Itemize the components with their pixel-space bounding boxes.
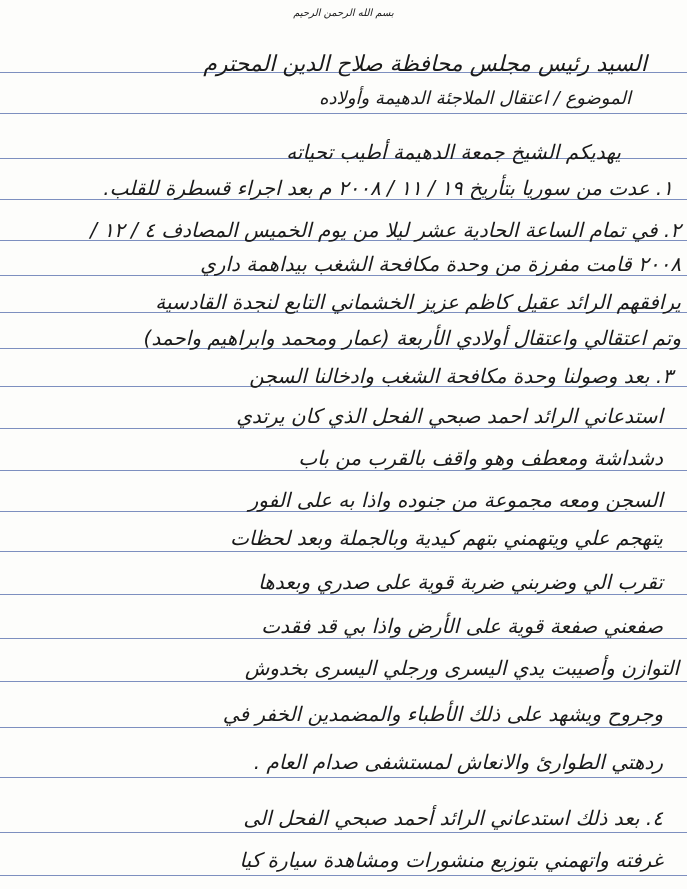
body-line: يرافقهم الرائد عقيل كاظم عزيز الخشماني التابع لنجدة القادسية [155,290,681,314]
ruled-line [0,638,687,639]
greeting-line: يهديكم الشيخ جمعة الدهيمة أطيب تحياته [286,140,621,164]
ruled-line [0,681,687,682]
addressee-line: السيد رئيس مجلس محافظة صلاح الدين المحترم [203,52,647,77]
body-line: ٢٠٠٨ قامت مفرزة من وحدة مكافحة الشغب بيداهمة داري [200,252,681,276]
body-line: وجروح ويشهد على ذلك الأطباء والمضمدين الخفر في [222,702,663,726]
ruled-line [0,832,687,833]
ruled-line [0,428,687,429]
body-line: السجن ومعه مجموعة من جنوده واذا به على الفور [248,488,663,512]
body-line: صفعني صفعة قوية على الأرض واذا بي قد فقدت [261,614,663,638]
body-line: ٣. بعد وصولنا وحدة مكافحة الشغب وادخالنا السجن [249,364,673,388]
ruled-line [0,594,687,595]
basmala: بسم الله الرحمن الرحيم [293,8,394,19]
body-line: ١. عدت من سوريا بتأريخ ١٩ / ١١ / ٢٠٠٨ م بعد اجراء قسطرة للقلب. [103,176,673,200]
body-line: وتم اعتقالي واعتقال أولادي الأربعة (عمار ومحمد وابراهيم واحمد) [143,326,681,350]
body-line: ٢. في تمام الساعة الحادية عشر ليلا من يوم الخميس المصادف ٤ / ١٢ / [90,218,681,242]
ruled-line [0,777,687,778]
ruled-line [0,727,687,728]
ruled-line [0,470,687,471]
ruled-line [0,113,687,114]
body-line: ٤. بعد ذلك استدعاني الرائد أحمد صبحي الفحل الى [243,806,663,830]
body-line: استدعاني الرائد احمد صبحي الفحل الذي كان يرتدي [236,404,663,428]
body-line: غرفته واتهمني بتوزيع منشورات ومشاهدة سيارة كيا [239,848,663,872]
body-line: يتهجم علي ويتهمني بتهم كيدية وبالجملة وبعد لحظات [230,526,663,550]
body-line: ردهتي الطوارئ والانعاش لمستشفى صدام العام . [253,750,663,774]
ruled-line [0,551,687,552]
body-line: دشداشة ومعطف وهو واقف بالقرب من باب [298,446,663,470]
ruled-line [0,875,687,876]
body-line: التوازن وأصيبت يدي اليسرى ورجلي اليسرى بخدوش [244,656,679,680]
body-line: تقرب الي وضربني ضربة قوية على صدري وبعدها [258,570,663,594]
subject-line: الموضوع / اعتقال الملاجئة الدهيمة وأولاده [319,88,631,109]
